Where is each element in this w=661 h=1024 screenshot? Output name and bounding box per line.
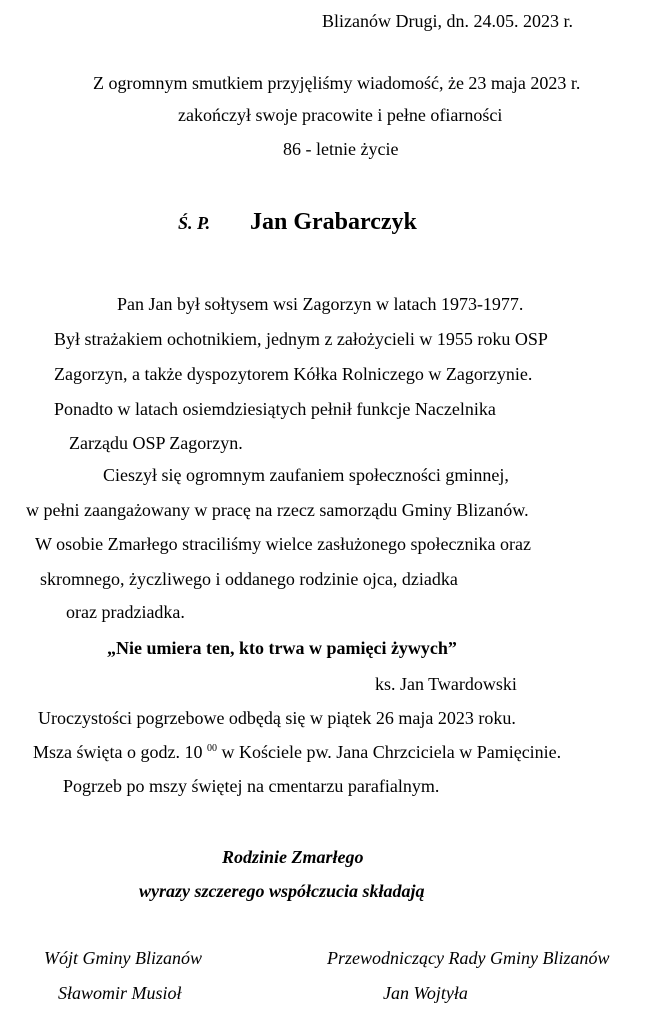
funeral-line-3: Pogrzeb po mszy świętej na cmentarzu parafialnym. (63, 776, 440, 796)
signature-right-name: Jan Wojtyła (383, 983, 468, 1003)
bio-line-10: oraz pradziadka. (66, 602, 185, 622)
condolence-line-1: Rodzinie Zmarłego (222, 847, 364, 867)
place-date: Blizanów Drugi, dn. 24.05. 2023 r. (322, 11, 573, 31)
bio-line-6: Cieszył się ogromnym zaufaniem społeczności gminnej, (103, 465, 509, 485)
bio-line-1: Pan Jan był sołtysem wsi Zagorzyn w latach 1973-1977. (117, 294, 524, 314)
funeral-mass-line (33, 741, 561, 763)
intro-line-2: zakończył swoje pracowite i pełne ofiarności (178, 105, 503, 125)
mass-prefix: Msza święta o godz. 10 (33, 742, 203, 762)
funeral-line-1: Uroczystości pogrzebowe odbędą się w piątek 26 maja 2023 roku. (38, 708, 516, 728)
signature-right-title: Przewodniczący Rady Gminy Blizanów (327, 948, 610, 968)
deceased-prefix: Ś. P. (178, 213, 211, 233)
intro-line-3: 86 - letnie życie (283, 139, 399, 159)
intro-line-1: Z ogromnym smutkiem przyjęliśmy wiadomość, że 23 maja 2023 r. (93, 73, 581, 93)
bio-line-2: Był strażakiem ochotnikiem, jednym z założycieli w 1955 roku OSP (54, 329, 548, 349)
quote-text: „Nie umiera ten, kto trwa w pamięci żywych” (107, 638, 457, 658)
condolence-line-2: wyrazy szczerego współczucia składają (139, 881, 425, 901)
bio-line-5: Zarządu OSP Zagorzyn. (69, 433, 243, 453)
bio-line-7: w pełni zaangażowany w pracę na rzecz samorządu Gminy Blizanów. (26, 500, 529, 520)
quote-author: ks. Jan Twardowski (375, 674, 517, 694)
signature-left-name: Sławomir Musioł (58, 983, 182, 1003)
mass-suffix: w Kościele pw. Jana Chrzciciela w Pamięcinie. (216, 742, 562, 762)
deceased-name: Jan Grabarczyk (250, 209, 417, 235)
bio-line-8: W osobie Zmarłego straciliśmy wielce zasłużonego społecznika oraz (35, 534, 531, 554)
bio-line-9: skromnego, życzliwego i oddanego rodzinie ojca, dziadka (40, 569, 458, 589)
bio-line-3: Zagorzyn, a także dyspozytorem Kółka Rolniczego w Zagorzynie. (54, 364, 533, 384)
signature-left-title: Wójt Gminy Blizanów (44, 948, 202, 968)
mass-minutes: 00 (206, 743, 217, 754)
bio-line-4: Ponadto w latach osiemdziesiątych pełnił funkcje Naczelnika (54, 399, 496, 419)
